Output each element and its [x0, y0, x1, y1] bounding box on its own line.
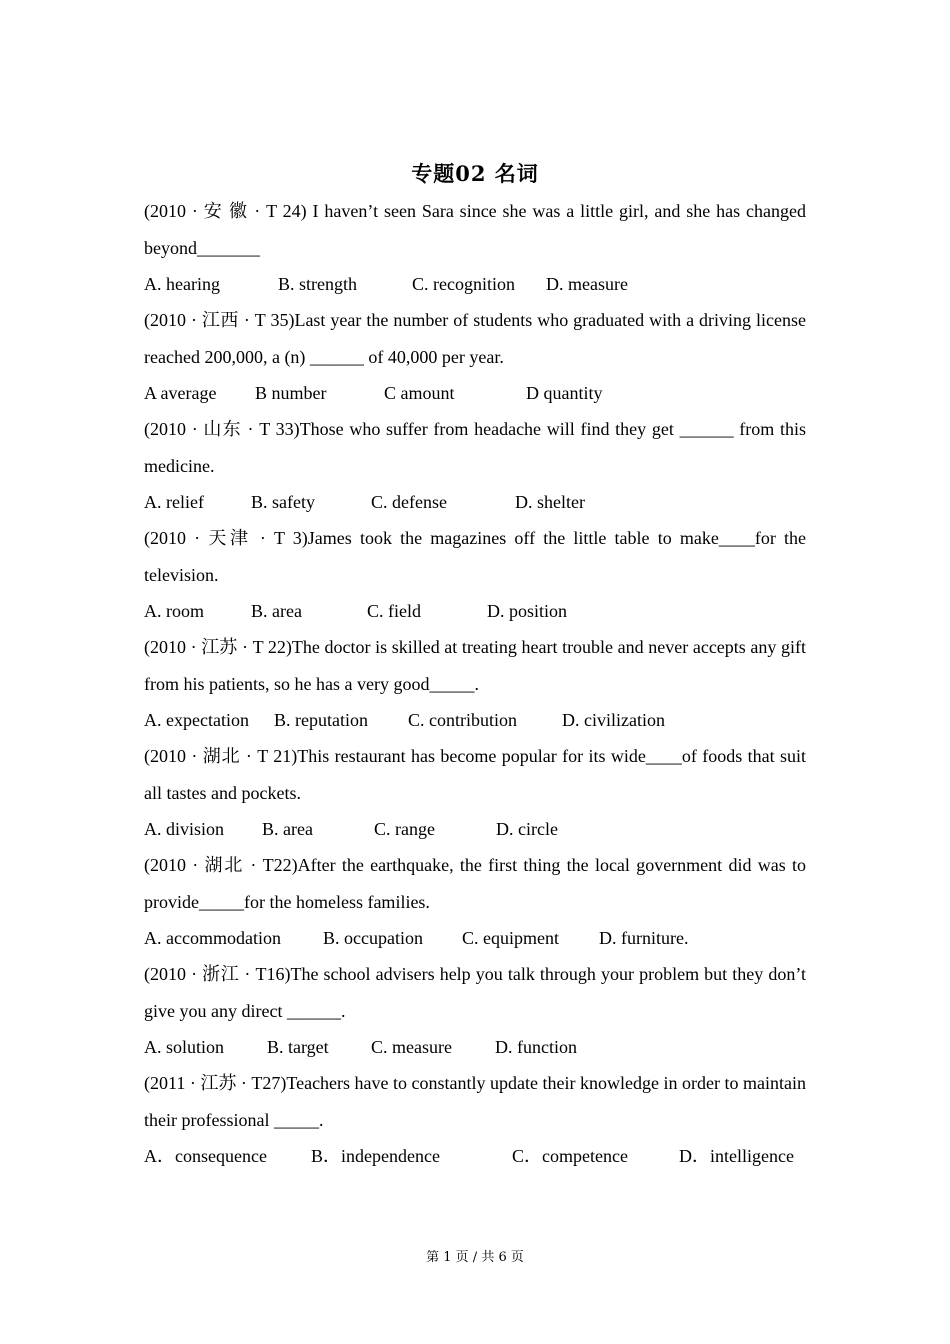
option-a: A. division	[144, 819, 225, 839]
question-list	[144, 193, 806, 1174]
option-b: B. safety	[251, 492, 315, 512]
question-text: (2010 · 山东 · T 33)Those who suffer from headache will find they get ______ from this medicine.	[144, 419, 806, 476]
option-b: B. target	[267, 1037, 329, 1057]
option-row	[144, 376, 806, 411]
question-item	[144, 411, 806, 520]
option-d: D quantity	[526, 383, 603, 403]
option-d: D. circle	[496, 819, 558, 839]
question-item	[144, 1065, 806, 1174]
option-b: B. strength	[278, 274, 357, 294]
option-a: A. room	[144, 601, 204, 621]
document-title: 专题02 名词	[411, 161, 539, 186]
option-c: C. defense	[371, 492, 447, 512]
question-item	[144, 956, 806, 1065]
question-item	[144, 302, 806, 411]
option-row	[144, 1139, 806, 1174]
question-item	[144, 520, 806, 629]
option-row	[144, 812, 806, 847]
question-text: (2010 · 天津 · T 3)James took the magazines off the little table to make____for the television.	[144, 528, 806, 585]
option-row	[144, 485, 806, 520]
question-text: (2010 · 湖北 · T22)After the earthquake, the first thing the local government did was to provide_____for the homeless families.	[144, 855, 806, 912]
option-a: A．consequence	[144, 1146, 267, 1166]
option-row	[144, 921, 806, 956]
option-c: C. range	[374, 819, 435, 839]
page-footer: 第 1 页 / 共 6 页	[426, 1250, 524, 1265]
option-b: B number	[255, 383, 327, 403]
option-d: D. position	[487, 601, 568, 621]
option-row	[144, 1030, 806, 1065]
option-c: C. equipment	[462, 928, 559, 948]
option-b: B. reputation	[274, 710, 368, 730]
option-d: D. furniture.	[599, 928, 689, 948]
option-a: A. expectation	[144, 710, 249, 730]
option-a: A. relief	[144, 492, 204, 512]
question-item	[144, 193, 806, 302]
question-text: (2010 · 浙江 · T16)The school advisers help you talk through your problem but they don’t give you any direct ______.	[144, 964, 806, 1021]
option-b: B. occupation	[323, 928, 423, 948]
question-text: (2010 · 湖北 · T 21)This restaurant has become popular for its wide____of foods that suit all tastes and pockets.	[144, 746, 806, 803]
option-a: A. accommodation	[144, 928, 281, 948]
question-item	[144, 847, 806, 956]
question-text: (2011 · 江苏 · T27)Teachers have to constantly update their knowledge in order to maintain their professional _____.	[144, 1073, 806, 1130]
option-a: A. hearing	[144, 274, 220, 294]
option-c: C amount	[384, 383, 455, 403]
option-a: A average	[144, 383, 217, 403]
option-row	[144, 594, 806, 629]
question-text: (2010 · 江苏 · T 22)The doctor is skilled at treating heart trouble and never accepts any gift from his patients, so he has a very good_____.	[144, 637, 806, 694]
option-row	[144, 267, 806, 302]
option-d: D. measure	[546, 274, 628, 294]
question-text: (2010 · 安 徽 · T 24) I haven’t seen Sara since she was a little girl, and she has changed beyond_______	[144, 201, 806, 258]
option-c: C. measure	[371, 1037, 452, 1057]
option-a: A. solution	[144, 1037, 225, 1057]
option-b: B. area	[262, 819, 313, 839]
question-item	[144, 738, 806, 847]
option-c: C．competence	[512, 1146, 628, 1166]
option-d: D．intelligence	[679, 1146, 794, 1166]
option-d: D. function	[495, 1037, 577, 1057]
option-c: C. field	[367, 601, 421, 621]
option-c: C. contribution	[408, 710, 517, 730]
option-row	[144, 703, 806, 738]
option-d: D. civilization	[562, 710, 665, 730]
option-b: B．independence	[311, 1146, 440, 1166]
question-text: (2010 · 江西 · T 35)Last year the number of students who graduated with a driving license reached 200,000, a (n) ______ of 40,000 per year.	[144, 310, 806, 367]
question-item	[144, 629, 806, 738]
option-c: C. recognition	[412, 274, 515, 294]
option-d: D. shelter	[515, 492, 585, 512]
option-b: B. area	[251, 601, 302, 621]
